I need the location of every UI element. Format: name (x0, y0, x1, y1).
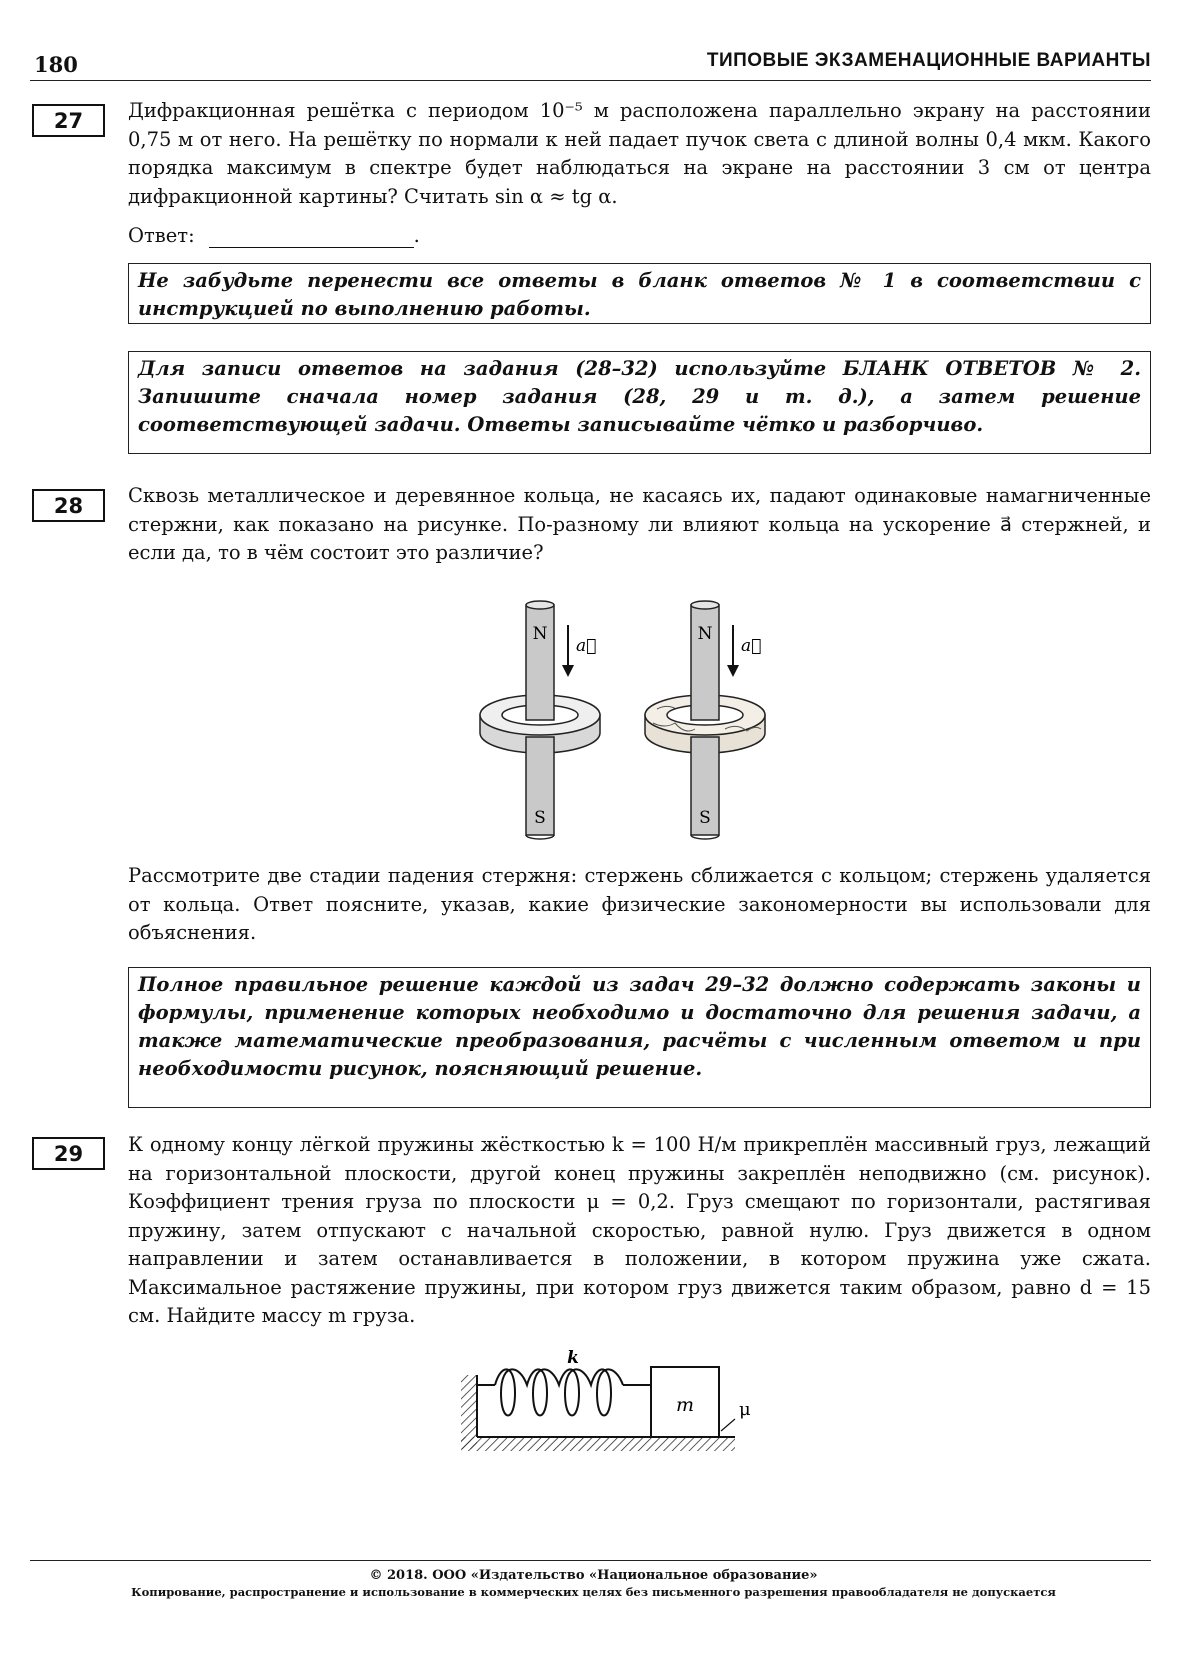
spring-label: k (567, 1348, 579, 1368)
task-28-text-after: Рассмотрите две стадии падения стержня: стержень сближается с кольцом; стержень удаляется от кольца. Ответ поясните, указав, какие физические закономерности вы использовали для объяснения. (128, 864, 1151, 944)
answer-end: . (413, 224, 420, 247)
magnet-rings-figure (470, 595, 800, 850)
task-28-number: 28 (32, 489, 105, 522)
wooden-ring-setup (645, 601, 765, 839)
left-rod-end (526, 601, 554, 609)
page-number: 180 (34, 52, 78, 77)
footer-copyright: © 2018. ООО «Издательство «Национальное образование» (369, 1568, 818, 1583)
right-accel-label: a⃗ (741, 636, 762, 656)
left-south-label: S (534, 808, 546, 828)
left-accel-label: a⃗ (576, 636, 597, 656)
notice-answer-form-2: Для записи ответов на задания (28–32) используйте БЛАНК ОТВЕТОВ № 2. Запишите сначала номер задания (28, 29 и т. д.), а затем решение соответствующей задачи. Ответы записывайте чётко и разборчиво. (128, 351, 1151, 454)
right-rod-top (691, 605, 719, 720)
notice-answer-form-1: Не забудьте перенести все ответы в бланк ответов № 1 в соответствии с инструкцией по выполнению работы. (128, 263, 1151, 324)
header-divider (30, 80, 1151, 81)
notice-full-solution: Полное правильное решение каждой из задач 29–32 должно содержать законы и формулы, применение которых необходимо и достаточно для решения задачи, а также математические преобразования, расчёты с численным ответом и при необходимости рисунок, поясняющий решение. (128, 967, 1151, 1108)
metal-ring-setup (480, 601, 600, 839)
right-south-label: S (699, 808, 711, 828)
task-29-number: 29 (32, 1137, 105, 1170)
task-27-answer (128, 224, 420, 248)
friction-label: μ (739, 1399, 751, 1420)
floor-hatching (461, 1437, 735, 1451)
spring-mass-figure (455, 1345, 775, 1465)
left-north-label: N (532, 624, 548, 644)
answer-blank-line (209, 224, 414, 248)
right-north-label: N (697, 624, 713, 644)
footer-notice: Копирование, распространение и использование в коммерческих целях без письменного разрешения правообладателя не допускается (131, 1585, 1056, 1599)
right-rod-end (691, 601, 719, 609)
task-29-text: К одному концу лёгкой пружины жёсткостью k = 100 Н/м прикреплён массивный груз, лежащий на горизонтальной плоскости, другой конец пружины закреплён неподвижно (см. рисунок). Коэффициент трения груза по плоскости μ = 0,2. Груз смещают по горизонтали, растягивая пружину, затем отпускают с начальной скоростью, равной нулю. Груз движется в одном направлении и затем останавливается в положении, в котором пружина уже сжата. Максимальное растяжение пружины, при котором груз движется таким образом, равно d = 15 см. Найдите массу m груза. (128, 1133, 1151, 1327)
footer-divider (30, 1560, 1151, 1561)
task-28-text: Сквозь металлическое и деревянное кольца, не касаясь их, падают одинаковые намагниченные стержни, как показано на рисунке. По-разному ли влияют кольца на ускорение a⃗ стержней, и если да, то в чём состоит это различие? (128, 484, 1151, 564)
task-27-text: Дифракционная решётка с периодом 10⁻⁵ м расположена параллельно экрану на расстоянии 0,75 м от него. На решётку по нормали к ней падает пучок света с длиной волны 0,4 мкм. Какого порядка максимум в спектре будет наблюдаться на экране на расстоянии 3 см от центра дифракционной картины? Считать sin α ≈ tg α. (128, 99, 1151, 208)
left-rod-top (526, 605, 554, 720)
spring (495, 1369, 623, 1415)
running-title: ТИПОВЫЕ ЭКЗАМЕНАЦИОННЫЕ ВАРИАНТЫ (706, 50, 1151, 71)
task-27-number: 27 (32, 104, 105, 137)
mass-label: m (675, 1394, 695, 1416)
answer-label: Ответ: (128, 224, 195, 247)
